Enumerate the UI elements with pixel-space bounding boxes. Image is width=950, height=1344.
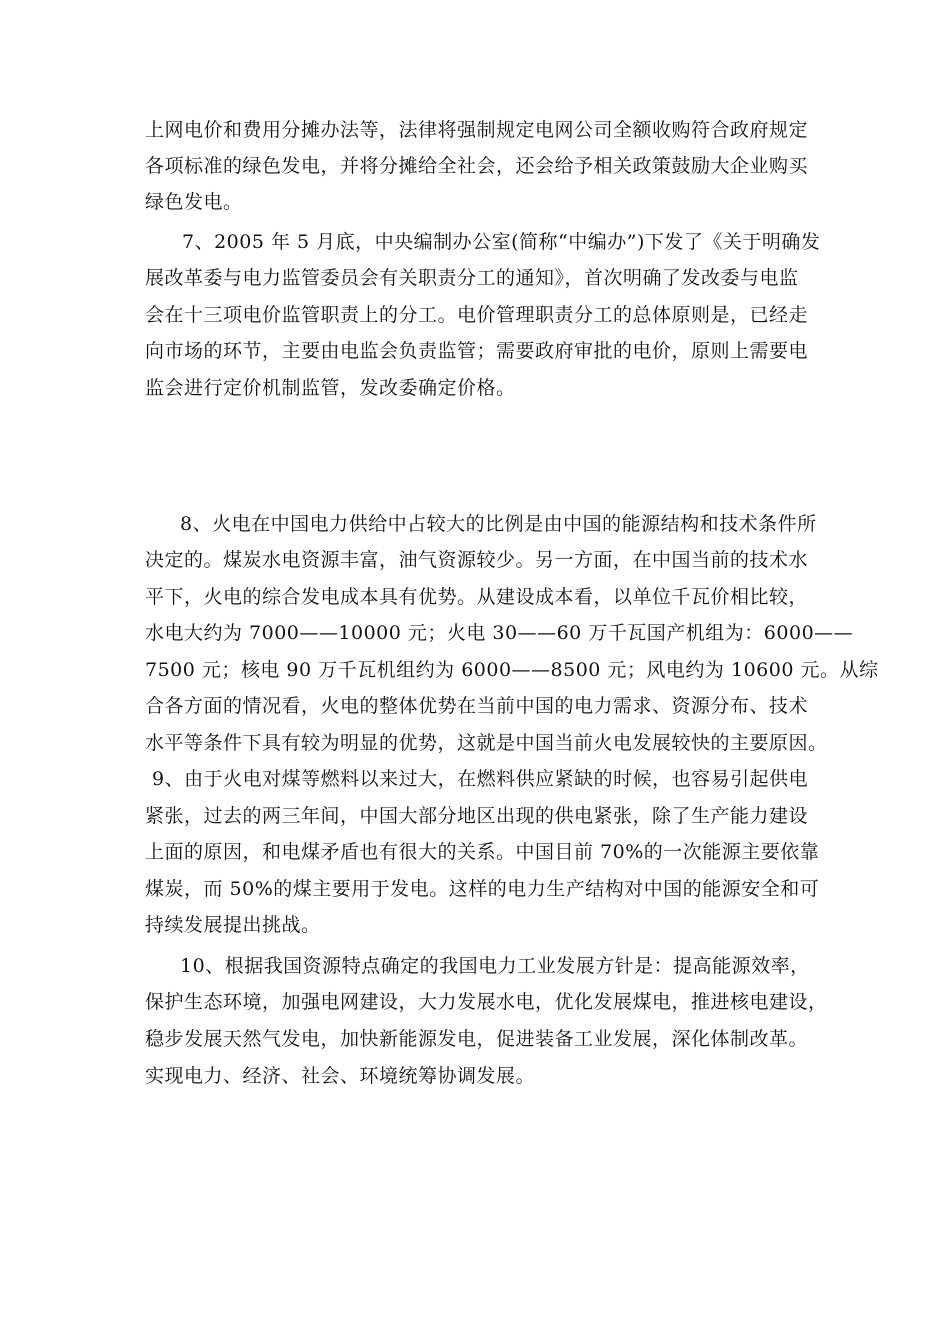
text-line: 会在十三项电价监管职责上的分工。电价管理职责分工的总体原则是，已经走 xyxy=(145,304,809,326)
text-line: 决定的。煤炭水电资源丰富，油气资源较少。另一方面，在中国当前的技术水 xyxy=(145,549,809,571)
text-line: 煤炭，而 50%的煤主要用于发电。这样的电力生产结构对中国的能源安全和可 xyxy=(145,878,820,900)
text-line: 稳步发展天然气发电，加快新能源发电，促进装备工业发展，深化体制改革。 xyxy=(145,1028,809,1050)
text-line: 保护生态环境，加强电网建设，大力发展水电，优化发展煤电，推进核电建设， xyxy=(145,991,828,1013)
text-line: 7500 元；核电 90 万千瓦机组约为 6000——8500 元；风电约为 10600 元。从综 xyxy=(145,659,879,681)
text-line: 各项标准的绿色发电，并将分摊给全社会，还会给予相关政策鼓励大企业购买 xyxy=(145,155,809,177)
text-line: 水电大约为 7000——10000 元；火电 30——60 万千瓦国产机组为：6000—— xyxy=(145,622,854,644)
text-line: 监会进行定价机制监管，发改委确定价格。 xyxy=(145,377,516,399)
text-line: 合各方面的情况看，火电的整体优势在当前中国的电力需求、资源分布、技术 xyxy=(145,695,809,717)
text-line: 向市场的环节，主要由电监会负责监管；需要政府审批的电价，原则上需要电 xyxy=(145,340,809,362)
text-line: 8、火电在中国电力供给中占较大的比例是由中国的能源结构和技术条件所 xyxy=(180,513,817,535)
text-line: 实现电力、经济、社会、环境统筹协调发展。 xyxy=(145,1065,536,1087)
text-line: 水平等条件下具有较为明显的优势，这就是中国当前火电发展较快的主要原因。 xyxy=(145,732,828,754)
text-line: 展改革委与电力监管委员会有关职责分工的通知》，首次明确了发改委与电监 xyxy=(145,267,799,289)
text-line: 紧张，过去的两三年间，中国大部分地区出现的供电紧张，除了生产能力建设 xyxy=(145,805,809,827)
text-line: 上面的原因，和电煤矛盾也有很大的关系。中国目前 70%的一次能源主要依靠 xyxy=(145,841,820,863)
text-line: 7、2005 年 5 月底，中央编制办公室(简称“中编办”)下发了《关于明确发 xyxy=(182,231,821,253)
text-line: 持续发展提出挑战。 xyxy=(145,914,321,936)
text-line: 10、根据我国资源特点确定的我国电力工业发展方针是：提高能源效率， xyxy=(180,955,810,977)
text-line: 9、由于火电对煤等燃料以来过大，在燃料供应紧缺的时候，也容易引起供电 xyxy=(152,768,809,790)
text-line: 上网电价和费用分摊办法等，法律将强制规定电网公司全额收购符合政府规定 xyxy=(145,119,809,141)
text-line: 平下，火电的综合发电成本具有优势。从建设成本看，以单位千瓦价相比较， xyxy=(145,586,809,608)
text-line: 绿色发电。 xyxy=(145,191,243,213)
